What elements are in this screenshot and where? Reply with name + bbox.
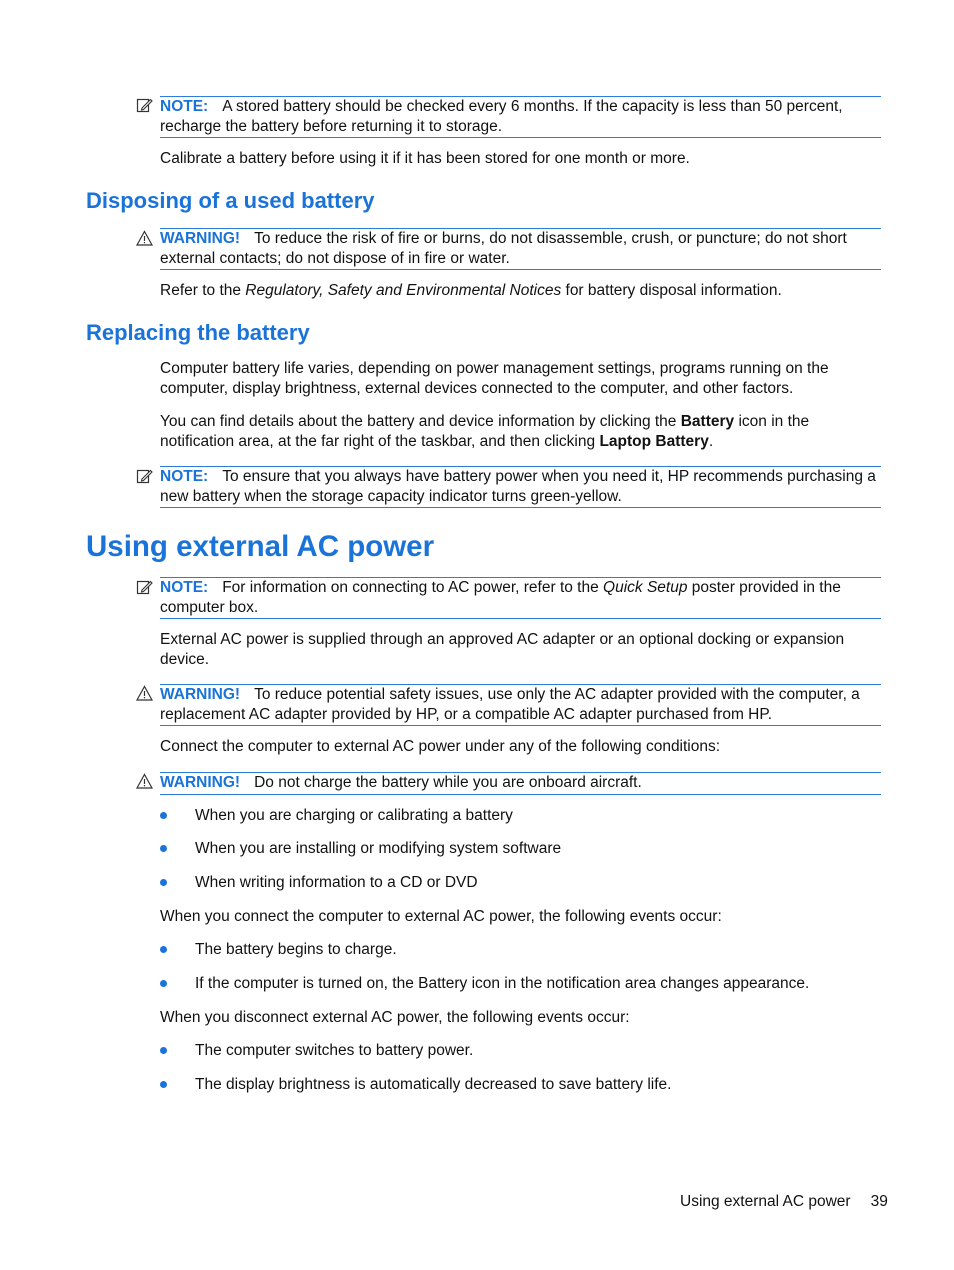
note-label: NOTE:	[160, 98, 209, 115]
bullet-dot-icon	[160, 812, 167, 819]
heading-using-ac-power: Using external AC power	[86, 530, 435, 563]
warning-triangle-icon	[136, 773, 153, 790]
text-run: Refer to the	[160, 282, 246, 299]
warning-label: WARNING!	[160, 230, 241, 247]
note-text: For information on connecting to AC power, refer to the	[222, 579, 604, 596]
note-pencil-icon	[136, 579, 153, 596]
list-item-text: When you are installing or modifying system software	[195, 840, 562, 857]
bold-run: Battery	[680, 413, 735, 430]
paragraph-connect: Connect the computer to external AC power under any of the following conditions:	[160, 738, 721, 755]
warning-triangle-icon	[136, 685, 153, 702]
text-run: You can find details about the battery and device information by clicking the	[160, 413, 681, 430]
warning-triangle-icon	[136, 230, 153, 247]
bullet-dot-icon	[160, 879, 167, 886]
bullet-dot-icon	[160, 845, 167, 852]
note-label: NOTE:	[160, 468, 209, 485]
warning-text: Do not charge the battery while you are onboard aircraft.	[254, 774, 642, 791]
paragraph-calibrate: Calibrate a battery before using it if it has been stored for one month or more.	[160, 150, 690, 167]
list-item-text: When you are charging or calibrating a battery	[195, 807, 513, 824]
page-footer	[680, 1192, 888, 1212]
note-box	[160, 577, 881, 619]
bullet-dot-icon	[160, 1047, 167, 1054]
note-text: poster provided in the computer box.	[160, 579, 841, 616]
note-text: A stored battery should be checked every 6 months. If the capacity is less than 50 percent, recharge the battery before returning it to storage.	[160, 98, 843, 135]
paragraph-battery-life: Computer battery life varies, depending on power management settings, programs running on the computer, display brightness, external devices connected to the computer, and other factors.	[160, 360, 829, 397]
paragraph-details	[160, 412, 882, 452]
note-box	[160, 96, 881, 138]
warning-box	[160, 228, 881, 270]
warning-text: To reduce potential safety issues, use only the AC adapter provided with the computer, a replacement AC adapter provided by HP, or a compatible AC adapter purchased from HP.	[160, 686, 860, 723]
list-item-text: The display brightness is automatically decreased to save battery life.	[195, 1076, 672, 1093]
italic-run: Regulatory, Safety and Environmental Notices	[245, 282, 562, 299]
warning-box	[160, 684, 881, 726]
warning-box	[160, 772, 881, 795]
note-label: NOTE:	[160, 579, 209, 596]
list-item-text: If the computer is turned on, the Battery icon in the notification area changes appearance.	[195, 975, 810, 992]
note-pencil-icon	[136, 468, 153, 485]
bullet-dot-icon	[160, 1081, 167, 1088]
italic-run: Quick Setup	[603, 579, 688, 596]
bold-run: Laptop Battery	[599, 433, 709, 450]
note-text: To ensure that you always have battery power when you need it, HP recommends purchasing a new battery when the storage capacity indicator turns green-yellow.	[160, 468, 876, 505]
paragraph-connect-events: When you connect the computer to external AC power, the following events occur:	[160, 908, 722, 925]
list-item-text: When writing information to a CD or DVD	[195, 874, 478, 891]
bullet-dot-icon	[160, 946, 167, 953]
heading-disposing: Disposing of a used battery	[86, 188, 375, 213]
text-run: for battery disposal information.	[561, 282, 782, 299]
note-pencil-icon	[136, 97, 153, 114]
warning-text: To reduce the risk of fire or burns, do not disassemble, crush, or puncture; do not short external contacts; do not dispose of in fire or water.	[160, 230, 847, 267]
list-item-text: The computer switches to battery power.	[195, 1042, 474, 1059]
list-item-text: The battery begins to charge.	[195, 941, 397, 958]
text-run: .	[708, 433, 714, 450]
paragraph-supplied: External AC power is supplied through an approved AC adapter or an optional docking or expansion device.	[160, 631, 845, 668]
paragraph-disconnect-events: When you disconnect external AC power, the following events occur:	[160, 1009, 630, 1026]
note-box	[160, 466, 881, 508]
warning-label: WARNING!	[160, 774, 241, 791]
footer-section-title: Using external AC power	[680, 1193, 851, 1210]
text-run: icon in the notification area, at the far right of the taskbar, and then clicking	[160, 413, 810, 450]
heading-replacing: Replacing the battery	[86, 320, 310, 345]
bullet-dot-icon	[160, 980, 167, 987]
page-number: 39	[870, 1193, 888, 1210]
paragraph-refer	[160, 281, 882, 301]
warning-label: WARNING!	[160, 686, 241, 703]
